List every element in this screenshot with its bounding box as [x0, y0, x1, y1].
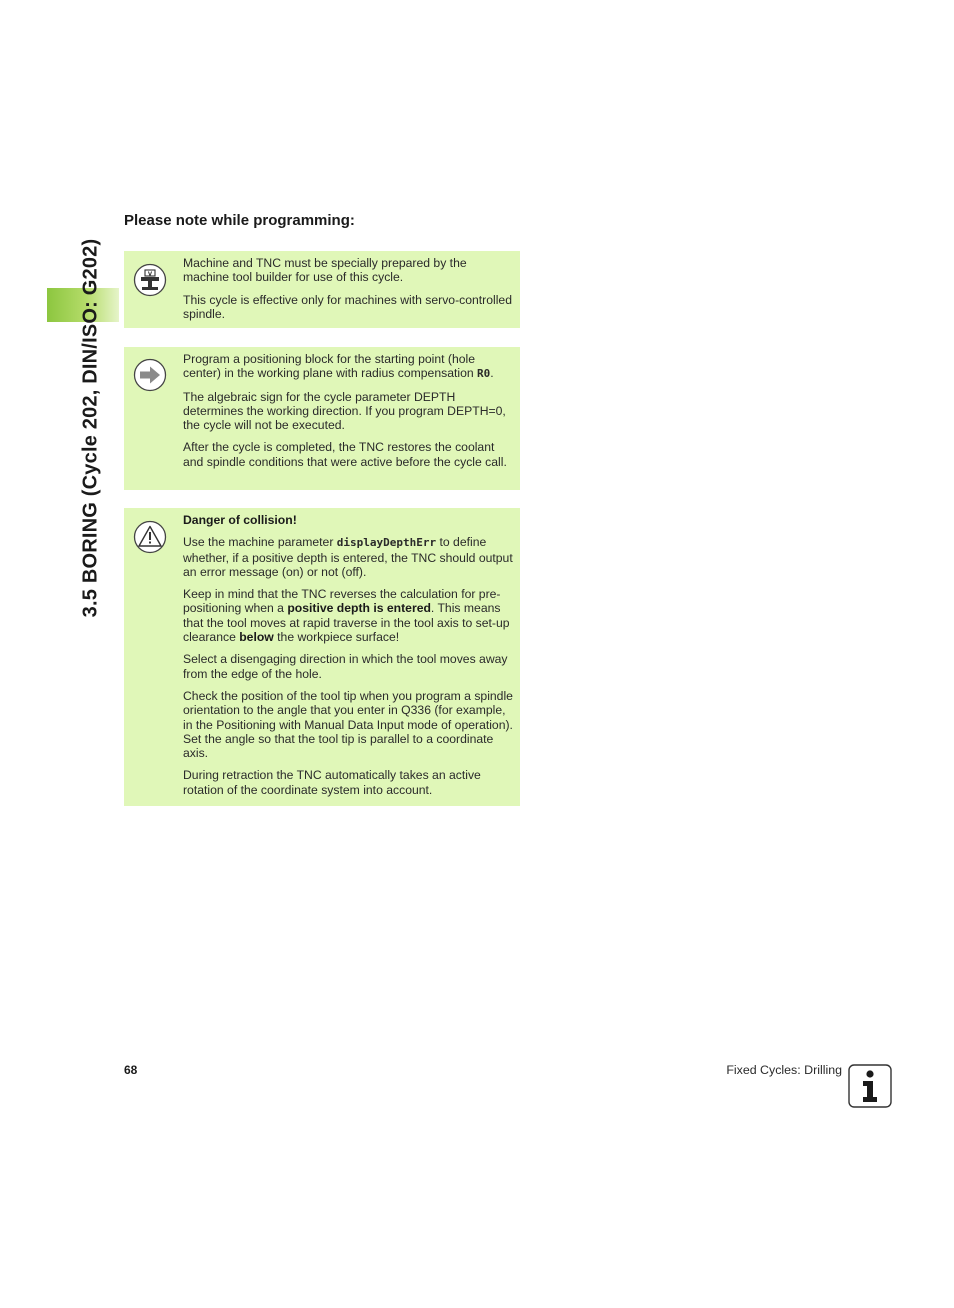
- note-text: to define whether, if a positive depth is entered, the TNC should output an error message (on) or not (off).: [183, 535, 513, 579]
- note-body: [183, 513, 513, 797]
- page-number: 68: [124, 1063, 138, 1077]
- note-paragraph: This cycle is effective only for machines with servo-controlled spindle.: [183, 292, 512, 321]
- note-paragraph: Select a disengaging direction in which the tool moves away from the edge of the hole.: [183, 652, 508, 681]
- bold-text: below: [239, 630, 274, 645]
- note-box-machine: [124, 251, 520, 328]
- info-icon[interactable]: [848, 1064, 892, 1108]
- note-paragraph: Check the position of the tool tip when you program a spindle orientation to the angle that you enter in Q336 (for example, in the Positioning with Manual Data Input mode of operation). Set the angle so that the tool tip is parallel to a coordinate axis.: [183, 688, 513, 761]
- note-body: [183, 256, 513, 321]
- code-r0: R0: [477, 367, 491, 381]
- section-side-title: 3.5 BORING (Cycle 202, DIN/ISO: G202): [79, 238, 102, 618]
- chapter-name: Fixed Cycles: Drilling: [726, 1063, 842, 1077]
- note-paragraph: The algebraic sign for the cycle parameter DEPTH determines the working direction. If you program DEPTH=0, the cycle will not be executed.: [183, 389, 506, 433]
- note-text: Use the machine parameter: [183, 535, 337, 550]
- warning-title: Danger of collision!: [183, 513, 297, 527]
- machine-icon: [133, 263, 167, 297]
- note-box-warning: [124, 508, 520, 806]
- note-text: .: [490, 366, 494, 381]
- note-box-info: [124, 347, 520, 490]
- note-paragraph: During retraction the TNC automatically takes an active rotation of the coordinate system into account.: [183, 768, 481, 797]
- note-paragraph: [183, 535, 513, 579]
- note-text: Keep in mind that the TNC reverses the calculation for pre-positioning when a: [183, 587, 501, 616]
- note-paragraph: Machine and TNC must be specially prepared by the machine tool builder for use of this cycle.: [183, 256, 467, 285]
- note-text: the workpiece surface!: [273, 630, 400, 645]
- svg-text:V: V: [147, 271, 153, 278]
- note-body: [183, 352, 513, 469]
- note-text: . This means that the tool moves at rapid traverse in the tool axis to set-up clearance: [183, 601, 510, 645]
- note-paragraph: [183, 352, 513, 382]
- code-display-depth-err: displayDepthErr: [336, 536, 437, 550]
- warning-icon: [133, 520, 167, 554]
- note-paragraph: [183, 587, 513, 644]
- note-text: Program a positioning block for the starting point (hole center) in the working plane with radius compensation: [183, 352, 478, 381]
- bold-text: positive depth is entered: [287, 601, 431, 616]
- note-paragraph: After the cycle is completed, the TNC restores the coolant and spindle conditions that were active before the cycle call.: [183, 440, 507, 469]
- arrow-right-icon: [133, 358, 167, 392]
- section-heading: Please note while programming:: [124, 212, 355, 229]
